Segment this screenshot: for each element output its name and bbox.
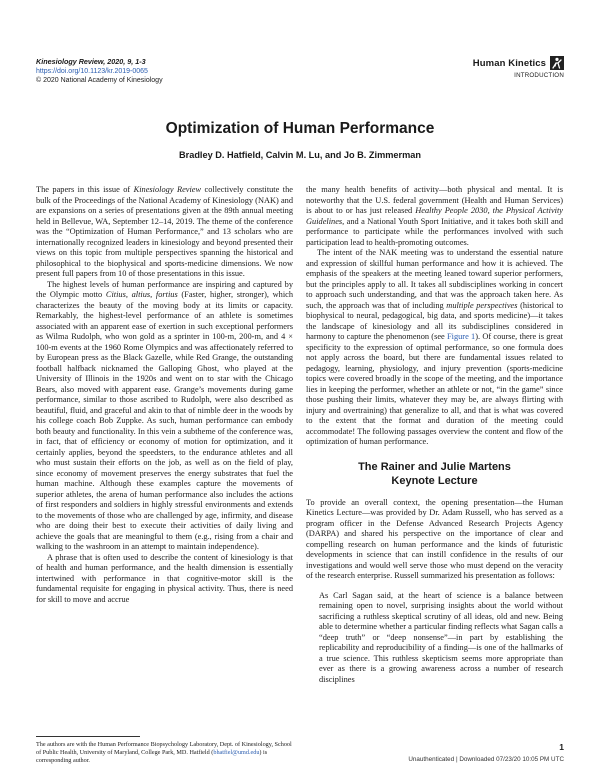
block-quote: As Carl Sagan said, at the heart of science is a balance between remaining open to novel, surprising insights about the world without sacrificing a ruthless skeptical scrutiny of all ideas, old and new. Being able to determine whether a particular finding reflects what Sagan calls a “deep truth” or “deep nonsense”—in part by establishing the replicability and reproducibility of a finding—is one of the hallmarks of a true science. This ruthless skepticism seems more appropriate than ever as there is a growing awareness across a number of research disciplines <box>319 590 563 684</box>
publisher-logo <box>473 56 564 70</box>
page-number: 1 <box>559 742 564 752</box>
left-column <box>36 185 293 605</box>
publisher-name: Human Kinetics <box>472 57 546 69</box>
figure-link[interactable]: Figure 1 <box>447 332 476 341</box>
publisher-header <box>473 56 564 79</box>
copyright-notice: © 2020 National Academy of Kinesiology <box>36 77 163 85</box>
journal-name: Kinesiology Review <box>133 185 202 194</box>
article-title: Optimization of Human Performance <box>165 120 435 137</box>
right-column <box>306 185 563 685</box>
footnote-divider <box>36 736 140 737</box>
journal-citation: Kinesiology Review, 2020, 9, 1-3 <box>36 57 146 66</box>
article-authors: Bradley D. Hatfield, Calvin M. Lu, and Jo B. Zimmerman <box>179 150 421 160</box>
report-title: Healthy People 2030, the Physical Activity Guidelines, <box>306 206 563 226</box>
human-kinetics-logo-icon <box>550 56 564 70</box>
olympic-motto: Citius, altius, fortius <box>105 290 178 299</box>
paragraph: A phrase that is often used to describe the content of kinesiology is that of health and human performance, and the health dimension is essentially intertwined with performance in that cognitive-motor skill is the fundamental requisite for engaging in physical activity. Thus, there is need for skill to move and accrue <box>36 552 293 604</box>
download-notice: Unauthenticated | Downloaded 07/23/20 10:05 PM UTC <box>408 756 564 763</box>
section-heading: The Rainer and Julie Martens Keynote Lecture <box>358 460 511 487</box>
emphasis-term: multiple perspectives <box>446 300 518 310</box>
paragraph: the many health benefits of activity—both physical and mental. It is noteworthy that the U.S. federal government (Health and Human Services) is about to or has just released Healthy People 2030, the Physical Activity Guidelines, and a National Youth Sport Initiative, and it takes both skill and performance to participate while the performances involved with such participation lead to health-promoting outcomes. <box>306 185 563 247</box>
paragraph: The papers in this issue of Kinesiology Review collectively constitute the bulk of the Proceedings of the National Academy of Kinesiology (NAK) and are expansions on a series of presentations given at the 89th annual meeting held in Bellevue, WA, September 12–14, 2019. The theme of the conference was the “Optimization of Human Performance,” and 13 scholars who are internationally recognized leaders in kinesiology and beyond presented their views on this topic from multiple perspectives spanning the historical and philosophical to the biophysical and sports-medicine dimensions. We now present full papers from 10 of those presentations in this issue. <box>36 185 293 278</box>
journal-header <box>36 57 163 86</box>
doi-link[interactable]: https://doi.org/10.1123/kr.2019-0065 <box>36 67 148 75</box>
author-footnote: The authors are with the Human Performance Biopsychology Laboratory, Dept. of Kinesiology, School of Public Health, University of Maryland, College Park, MD. Hatfield (bhatfiel@umd.edu) is corresponding author. <box>36 741 292 764</box>
paragraph: The highest levels of human performance are inspiring and captured by the Olympic motto Citius, altius, fortius (Faster, higher, stronger), which characterizes the beauty of the moving body at its limits or capacity. Remarkably, the highest-level performance of an athlete is sometimes associated with an apparent ease of exertion in such exceptional performers as Wilma Rudolph, who won gold as a sprinter in 100-m, 200-m, and 4 × 100-m events at the 1960 Rome Olympics and was affectionately referred to by European press as the Black Gazelle, while Red Grange, the outstanding football halfback nicknamed the Galloping Ghost, who played at the University of Illinois in the 1920s and went on to star with the Chicago Bears, also moved with apparent ease. Grange’s movements during game performance, similar to those ascribed to Rudolph, were also described as beautiful, fluid, and graceful and akin to that of nimble deer in the woods by his college coach Bob Zuppke. As such, human performance can embody both beauty and functionality. In this vein a subtheme of the conference was, in fact, that of efficiency or economy of motion for optimization, and it certainly applies, beyond the speedsters, to the endurance athletes and all who must sustain their efforts on the job, as well as on the field of play, since economy of movement preserves the energy substrates that fuel the human machine. Although these examples capture the movements of superior athletes, the arena of human performance also includes the actions of first responders and soldiers in highly stressful environments and extends to the movements of those who are challenged by age, infirmity, and disease who are doing their best to execute their activities of daily living and achieve the goals that are meaningful to them (e.g., rising from a chair and walking to the washroom in an attempt to maintain independence). <box>36 279 294 551</box>
paragraph: To provide an overall context, the opening presentation—the Human Kinetics Lecture—was provided by Dr. Adam Russell, who has served as a program officer in the Defense Advanced Research Projects Agency (DARPA) and shared his perspective on the importance of clear and compelling research on human performance and the kinds of futuristic developments in science that can instill confidence in the results of our investigations and would well serve those who must depend on the veracity of the research enterprise. Russell summarized his presentation as follows: <box>306 497 563 580</box>
paragraph: The intent of the NAK meeting was to understand the essential nature and expression of skillful human performance and how it is achieved. The emphasis of the speakers at the meeting leaned toward superior performers, but the principles apply to all. It takes all subdisciplines working in concert to approach such understanding, and that was the approach taken here. As such, the approach was that of including multiple perspectives (historical to biophysical to neural, pedagogical, big data, and sports medicine)—it takes the landscape of kinesiology and all its subdisciplines considered in harmony to capture the phenomenon (see Figure 1). Of course, there is great specificity to the expression of optimal performance, so one formula does not apply across the board, but there are fundamental issues related to pedagogy, learning, physiology, and injury prevention (sports-medicine topics were covered broadly in the scope of the meeting, and the importance lies in keeping the performer, whether an athlete or not, “in the game” since those pushing their limits, whatever they may be, are always flirting with injury and overtraining) that generalize to all, and that is what was covered to the extent that the format and duration of the meeting could accommodate! The following passages overview the content and flow of the optimization of human performance. <box>306 248 563 446</box>
author-email-link[interactable]: bhatfiel@umd.edu <box>213 749 260 756</box>
section-label: INTRODUCTION <box>514 72 564 79</box>
